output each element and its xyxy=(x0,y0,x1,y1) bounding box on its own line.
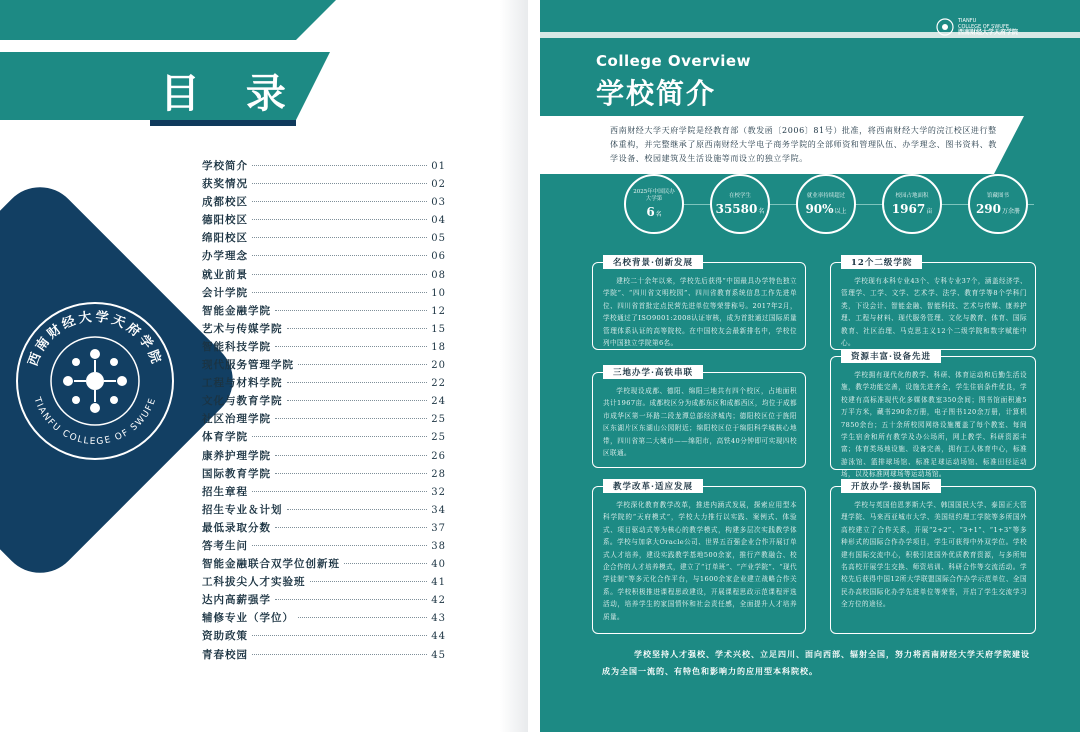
toc-leader-dots xyxy=(252,491,427,492)
toc-entry-page: 10 xyxy=(431,287,446,299)
svg-text:西南财经大学天府学院: 西南财经大学天府学院 xyxy=(25,309,165,369)
stat-value: 35580 xyxy=(715,201,758,216)
stat-label: 2025年中国民办大学第 xyxy=(633,189,675,202)
toc-entry-page: 44 xyxy=(431,631,446,643)
toc-entry[interactable] xyxy=(202,230,446,248)
toc-entry[interactable] xyxy=(202,592,446,610)
toc-entry-label: 招生章程 xyxy=(202,485,248,498)
box-text: 学校与英国伯恩茅斯大学、韩国国民大学、泰国正大管理学院、马来西亚城市大学、美国纽约理工学院等多所国外高校建立了合作关系，开展“2+2”、“3+1”、“1+3”等多种形式的国际合作办学项目，学生可获得中外双学位。学校建有国际交流中心，积极引进国外优质教育资源，与多所知名高校开展学生交换、师资培训、科研合作等交流活动。学校先后获得中国12所大学联盟国际合作办学示范单位、全国民办高校国际化办学先进单位等荣誉，开启了学生交流学习全方位的途径。 xyxy=(841,501,1027,609)
toc-leader-dots xyxy=(298,617,427,618)
toc-entry-page: 06 xyxy=(431,251,446,263)
toc-entry-label: 智能金融学院 xyxy=(202,304,271,317)
toc-entry-page: 25 xyxy=(431,432,446,444)
toc-leader-dots xyxy=(287,382,428,383)
svg-text:TIANFU COLLEGE OF SWUFE: TIANFU COLLEGE OF SWUFE xyxy=(31,396,159,448)
stat-unit: 名 xyxy=(758,207,765,215)
toc-leader-dots xyxy=(252,274,427,275)
info-box-schools xyxy=(830,258,1036,350)
toc-entry-page: 08 xyxy=(431,269,446,281)
toc-entry[interactable] xyxy=(202,248,446,266)
toc-entry-label: 获奖情况 xyxy=(202,178,248,191)
toc-leader-dots xyxy=(275,473,427,474)
toc-entry-page: 26 xyxy=(431,450,446,462)
stat-value: 1967 xyxy=(891,201,926,216)
toc-entry-page: 28 xyxy=(431,468,446,480)
toc-entry-label: 就业前景 xyxy=(202,268,248,281)
toc-leader-dots xyxy=(275,310,427,311)
top-accent-band xyxy=(0,0,296,40)
box-text: 学校现设成都、德阳、绵阳三地共有四个校区，占地面积共计1967亩。成都校区分为成都东区和成都西区，均位于成都市成华区第一环路二段龙潭总部经济城内；德阳校区位于旌阳区东湖片区东湖山公园附近；绵阳校区位于绵阳科学城核心地带，四川省第二大城市——绵阳市，高铁40分钟即可实现四校区联通。 xyxy=(603,387,797,458)
logo-en-line2: COLLEGE OF SWUFE xyxy=(958,24,1009,30)
toc-entry-page: 15 xyxy=(431,323,446,335)
stat-unit: 万余册 xyxy=(1002,207,1021,215)
toc-entry-label: 招生专业＆计划 xyxy=(202,503,283,516)
toc-entry-page: 02 xyxy=(431,179,446,191)
page-gutter-shadow xyxy=(500,0,528,732)
toc-entry[interactable] xyxy=(202,303,446,321)
toc-leader-dots xyxy=(344,563,427,564)
toc-entry-page: 05 xyxy=(431,233,446,245)
toc-entry[interactable] xyxy=(202,158,446,176)
toc-entry[interactable] xyxy=(202,212,446,230)
toc-entry-label: 绵阳校区 xyxy=(202,232,248,245)
stat-label: 在校学生 xyxy=(728,192,751,199)
box-text: 建校二十余年以来，学校先后获得“中国最具办学特色独立学院”、“四川省文明校园”、四川省教育系统信息工作先进单位、四川省首批定点民营先进单位等荣誉称号。2017年2月，学校通过了ISO9001:2008认证审核，成为首批通过国际质量管理体系认证的高等院校。在中国校友会最新排名中，学校位列中国独立学院第6名。 xyxy=(603,277,797,348)
toc-entry-label: 工科拔尖人才实验班 xyxy=(202,576,306,589)
toc-entry-page: 40 xyxy=(431,559,446,571)
toc-entry-label: 答考生问 xyxy=(202,539,248,552)
stat-value: 6 xyxy=(646,205,655,219)
box-text: 学校现有本科专业43个、专科专业37个，涵盖经济学、管理学、工学、文学、艺术学、法学、教育学等8个学科门类，下设会计、智能金融、智能科技、艺术与传媒、康养护理、工程与材料、现代服务管理、文化与教育、体育、国际教育、社区治理、马克思主义12个二级学院和数字赋能中心。 xyxy=(841,277,1027,348)
toc-entry-label: 最低录取分数 xyxy=(202,521,271,534)
college-emblem-logo xyxy=(10,296,180,466)
toc-entry[interactable] xyxy=(202,448,446,466)
info-box-resources xyxy=(830,352,1036,479)
stat-circle xyxy=(968,174,1028,234)
toc-leader-dots xyxy=(252,436,427,437)
toc-leader-dots xyxy=(252,635,427,636)
toc-entry-label: 工程与材料学院 xyxy=(202,377,283,390)
toc-entry-label: 德阳校区 xyxy=(202,214,248,227)
toc-leader-dots xyxy=(252,255,427,256)
toc-entry-label: 智能金融联合双学位创新班 xyxy=(202,558,340,571)
toc-entry[interactable] xyxy=(202,574,446,592)
toc-entry[interactable] xyxy=(202,538,446,556)
toc-leader-dots xyxy=(252,201,427,202)
toc-entry-label: 青春校园 xyxy=(202,648,248,661)
toc-entry-page: 24 xyxy=(431,396,446,408)
stat-label: 就业率持续超过 xyxy=(806,192,846,199)
toc-entry-page: 38 xyxy=(431,540,446,552)
toc-entry-page: 25 xyxy=(431,414,446,426)
toc-leader-dots xyxy=(275,455,427,456)
toc-entry[interactable] xyxy=(202,502,446,520)
toc-entry[interactable] xyxy=(202,628,446,646)
box-text: 学校拥有现代化的教学、科研、体育运动和后勤生活设施，教学功能完善，设施先进齐全，学生住宿条件优良，学校建有高标准现代化多媒体教室350余间；图书馆面积逾5万平方米，藏书290余万册，电子图书120余万册，计算机7850余台；五十余所校园网络设施覆盖了每个教室、每间学生宿舍和所有教学及办公场所，网上教学、科研资源丰富；体育类场地设施、设备完善，拥有工人体育中心，标准游泳馆、篮排球场馆、标准足球运动场馆、标准田径运动场，以及标准网球场等运动场馆。 xyxy=(841,371,1027,479)
toc-entry-label: 智能科技学院 xyxy=(202,340,271,353)
toc-leader-dots xyxy=(287,509,428,510)
toc-entry-label: 办学理念 xyxy=(202,250,248,263)
info-box-brand xyxy=(592,258,806,350)
logo-cn: 西南财经大学天府学院 xyxy=(958,29,1019,36)
toc-entry-page: 37 xyxy=(431,522,446,534)
stat-unit: 以上 xyxy=(834,207,847,215)
toc-entry-page: 18 xyxy=(431,341,446,353)
intro-paragraph: 西南财经大学天府学院是经教育部（教发函〔2006〕81号）批准，将西南财经大学的浣江校区进行整体重构，并完整继承了原西南财经大学电子商务学院的全部师资和管理队伍、办学理念、图书资料、教学设备、校园建筑及生活设施等而设立的独立学院。 xyxy=(610,126,997,163)
toc-leader-dots xyxy=(275,527,427,528)
toc-entry-label: 康养护理学院 xyxy=(202,449,271,462)
stat-label: 校园占地面积 xyxy=(895,192,929,199)
toc-entry-label: 现代服务管理学院 xyxy=(202,359,294,372)
toc-entry-label: 艺术与传媒学院 xyxy=(202,322,283,335)
info-box-campus xyxy=(592,368,806,468)
toc-entry[interactable] xyxy=(202,484,446,502)
toc-leader-dots xyxy=(252,545,427,546)
box-title: 资源丰富·设备先进 xyxy=(841,349,941,363)
toc-entry[interactable] xyxy=(202,411,446,429)
toc-entry[interactable] xyxy=(202,393,446,411)
toc-entry[interactable] xyxy=(202,357,446,375)
toc-leader-dots xyxy=(310,581,428,582)
toc-leader-dots xyxy=(252,219,427,220)
toc-entry[interactable] xyxy=(202,466,446,484)
toc-entry-page: 34 xyxy=(431,504,446,516)
toc-leader-dots xyxy=(275,346,427,347)
stat-value: 290 xyxy=(975,201,1002,216)
stat-unit: 名 xyxy=(655,211,662,218)
toc-leader-dots xyxy=(275,599,427,600)
stats-row xyxy=(624,174,1034,234)
toc-leader-dots xyxy=(287,328,428,329)
box-title: 开放办学·接轨国际 xyxy=(841,479,941,493)
box-title: 教学改革·适应发展 xyxy=(603,479,703,493)
toc-leader-dots xyxy=(252,165,427,166)
table-of-contents xyxy=(202,158,446,665)
toc-title: 目 录 xyxy=(160,70,302,117)
toc-leader-dots xyxy=(275,418,427,419)
toc-entry-page: 04 xyxy=(431,215,446,227)
toc-entry-page: 22 xyxy=(431,378,446,390)
toc-entry-label: 体育学院 xyxy=(202,431,248,444)
toc-entry-label: 资助政策 xyxy=(202,630,248,643)
toc-entry-page: 45 xyxy=(431,649,446,661)
toc-entry-page: 12 xyxy=(431,305,446,317)
toc-entry-label: 辅修专业（学位） xyxy=(202,612,294,625)
toc-entry[interactable] xyxy=(202,556,446,574)
stat-unit: 亩 xyxy=(926,207,933,215)
toc-leader-dots xyxy=(252,237,427,238)
stat-circle xyxy=(882,174,942,234)
toc-leader-dots xyxy=(287,400,428,401)
toc-entry[interactable] xyxy=(202,375,446,393)
toc-leader-dots xyxy=(298,364,427,365)
toc-entry-page: 32 xyxy=(431,486,446,498)
toc-entry[interactable] xyxy=(202,194,446,212)
page-title-cn: 学校简介 xyxy=(596,77,717,110)
toc-entry-label: 会计学院 xyxy=(202,286,248,299)
stat-circle xyxy=(796,174,856,234)
toc-entry-label: 国际教育学院 xyxy=(202,467,271,480)
toc-entry-page: 20 xyxy=(431,360,446,372)
closing-statement: 学校坚持人才强校、学术兴校、立足四川、面向西部、辐射全国，努力将西南财经大学天府学院建设成为全国一流的、有特色和影响力的应用型本科院校。 xyxy=(602,649,1030,676)
toc-entry[interactable] xyxy=(202,321,446,339)
toc-entry[interactable] xyxy=(202,176,446,194)
toc-entry-label: 成都校区 xyxy=(202,196,248,209)
toc-entry-label: 达内高薪强学 xyxy=(202,594,271,607)
toc-entry-label: 文化与教育学院 xyxy=(202,395,283,408)
stat-circle xyxy=(710,174,770,234)
toc-entry-page: 42 xyxy=(431,595,446,607)
toc-entry[interactable] xyxy=(202,610,446,628)
info-box-reform xyxy=(592,482,806,634)
toc-entry-page: 43 xyxy=(431,613,446,625)
college-overview-page xyxy=(540,0,1080,732)
toc-entry-page: 41 xyxy=(431,577,446,589)
stat-label: 馆藏图书 xyxy=(986,192,1009,199)
top-accent-notch xyxy=(296,0,336,40)
page-title-en: College Overview xyxy=(596,52,751,70)
box-title: 名校背景·创新发展 xyxy=(603,255,703,269)
toc-entry-label: 社区治理学院 xyxy=(202,413,271,426)
box-title: 三地办学·高铁串联 xyxy=(603,365,703,379)
toc-entry[interactable] xyxy=(202,520,446,538)
toc-entry[interactable] xyxy=(202,267,446,285)
logo-en-line1: TIANFU xyxy=(958,18,977,24)
toc-leader-dots xyxy=(252,183,427,184)
title-underline xyxy=(150,120,296,126)
toc-page xyxy=(0,0,528,732)
toc-entry[interactable] xyxy=(202,339,446,357)
toc-entry-label: 学校简介 xyxy=(202,160,248,172)
stat-value: 90% xyxy=(805,201,834,216)
college-emblem-icon xyxy=(936,18,954,36)
info-box-international xyxy=(830,482,1036,634)
stat-circle xyxy=(624,174,684,234)
toc-leader-dots xyxy=(252,654,427,655)
box-text: 学校深化教育教学改革，推进内涵式发展，探索应用型本科学院的“天府模式”，学校大力推行以实践、案例式、体验式、项目驱动式等为核心的教学模式，构建多层次实践教学体系。学校与加拿大Oracle公司、世界五百强企业合作开展订单式人才培养，建设实践教学基地500余家，推行产教融合、校企合作的人才培养模式，建立了“订单班”、“产业学院”、“现代学徒制”等多元化合作平台，与1600余家企业建立战略合作关系。学校积极推进课程思政建设，开展课程思政示范课程评选活动，培养学生的家国情怀和社会责任感，全面提升人才培养质量。 xyxy=(603,501,797,621)
toc-entry[interactable] xyxy=(202,429,446,447)
toc-leader-dots xyxy=(252,292,427,293)
toc-entry[interactable] xyxy=(202,647,446,665)
toc-entry-page: 01 xyxy=(431,161,446,172)
toc-entry-page: 03 xyxy=(431,197,446,209)
header-logo xyxy=(936,18,1018,36)
toc-entry[interactable] xyxy=(202,285,446,303)
box-title: 12个二级学院 xyxy=(841,255,922,269)
